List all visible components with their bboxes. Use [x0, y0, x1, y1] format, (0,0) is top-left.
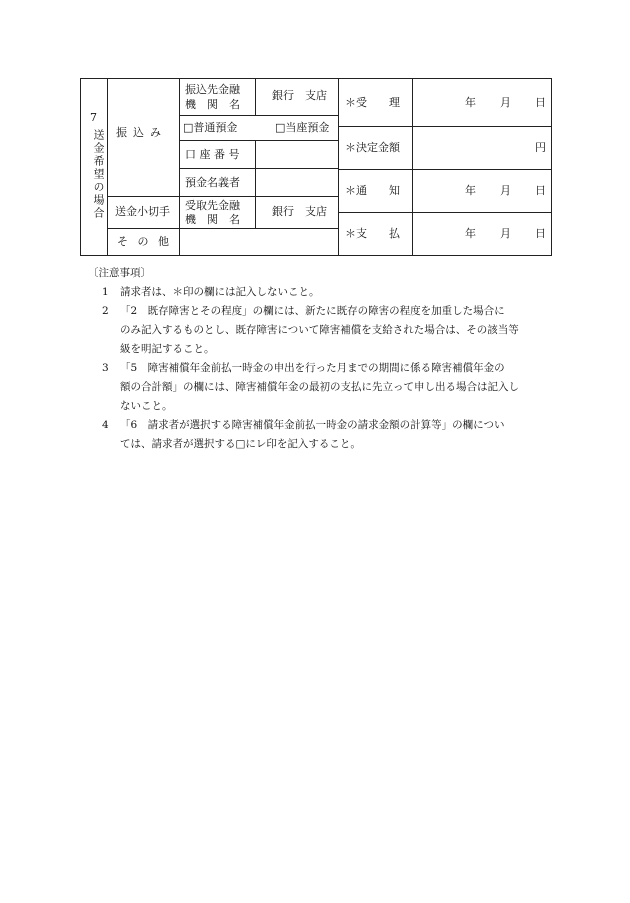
kogitte-bank-label-line2: 機 関 名 [185, 213, 240, 226]
note-text: 「2 既存障害とその程度」の欄には、新たに既存の障害の程度を加重した場合に [120, 305, 505, 317]
kettei-label: ＊決定金額 [345, 141, 400, 154]
note-text: 級を明記すること。 [120, 343, 215, 355]
juri-year: 年 [465, 96, 476, 109]
furikomi-bank-label-line1: 振込先金融 [185, 83, 240, 96]
account-holder-label: 預金名義者 [185, 176, 240, 189]
note-number: 3 [102, 362, 109, 374]
tsuchi-day: 日 [535, 184, 546, 197]
kogitte-bank-label-line1: 受取先金融 [185, 199, 240, 212]
note-text: ては、請求者が選択する□にレ印を記入すること。 [120, 438, 361, 450]
kogitte-label: 送金小切手 [115, 205, 170, 218]
juri-month: 月 [500, 96, 511, 109]
note-number: 2 [102, 305, 109, 317]
kogitte-bank-branch: 銀行 支店 [272, 205, 327, 218]
note-text: 額の合計額」の欄には、障害補償年金の最初の支払に先立って申し出る場合は記入し [120, 381, 519, 393]
furikomi-label: 振込み [116, 126, 167, 139]
notes-section [88, 264, 558, 454]
note-number: 1 [102, 286, 109, 298]
shiharai-day: 日 [535, 227, 546, 240]
tsuchi-month: 月 [500, 184, 511, 197]
juri-label: ＊受 理 [345, 96, 400, 109]
other-label: そ の 他 [117, 235, 172, 248]
futsu-yokin-checkbox[interactable]: □普通預金 [183, 121, 238, 134]
toza-yokin-checkbox[interactable]: □当座預金 [275, 121, 330, 134]
note-text: 請求者は、＊印の欄には記入しないこと。 [120, 286, 320, 298]
furikomi-bank-label-line2: 機 関 名 [185, 98, 240, 111]
section-title: 送金希望の場合 [92, 129, 105, 220]
tsuchi-label: ＊通 知 [345, 184, 400, 197]
note-item-1 [88, 283, 558, 302]
furikomi-bank-branch: 銀行 支店 [272, 89, 327, 102]
section-number: 7 [90, 111, 97, 124]
account-number-label: 口 座 番 号 [185, 148, 240, 161]
tsuchi-year: 年 [465, 184, 476, 197]
note-item-2 [88, 302, 558, 321]
note-item-4 [88, 416, 558, 435]
juri-day: 日 [535, 96, 546, 109]
note-item-3 [88, 359, 558, 378]
note-text: ないこと。 [120, 400, 173, 412]
shiharai-month: 月 [500, 227, 511, 240]
shiharai-year: 年 [465, 227, 476, 240]
note-text: 「6 請求者が選択する障害補償年金前払一時金の請求金額の計算等」の欄につい [120, 419, 505, 431]
note-text: 「5 障害補償年金前払一時金の申出を行った月までの期間に係る障害補償年金の [120, 362, 505, 374]
shiharai-label: ＊支 払 [345, 227, 400, 240]
note-number: 4 [102, 419, 109, 431]
notes-heading: 〔注意事項〕 [88, 267, 151, 279]
note-text: のみ記入するものとし、既存障害について障害補償を支給された場合は、その該当等 [120, 324, 519, 336]
kettei-yen: 円 [535, 141, 546, 154]
